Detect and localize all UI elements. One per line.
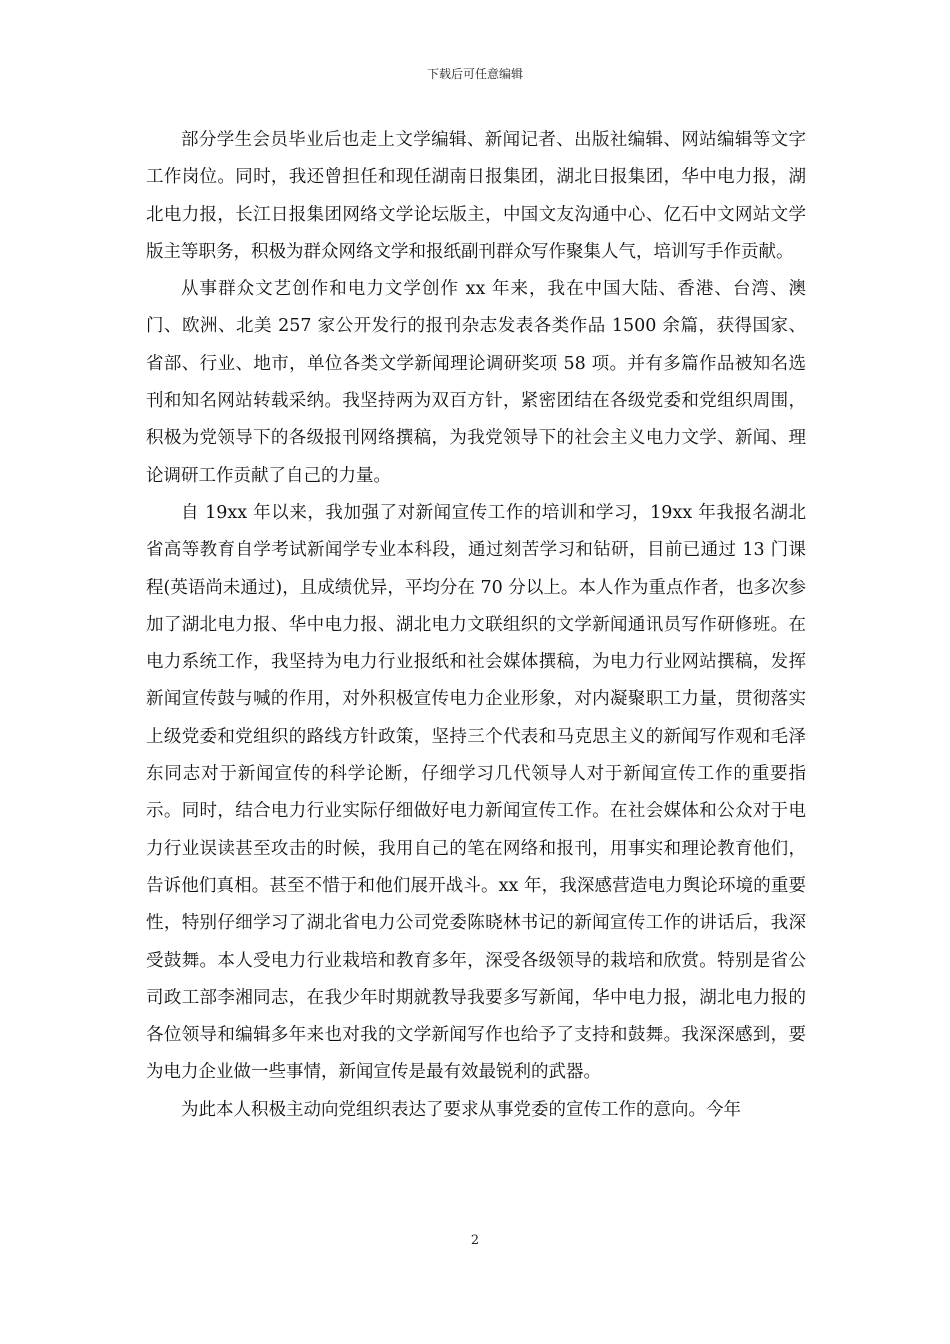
paragraph-1: 部分学生会员毕业后也走上文学编辑、新闻记者、出版社编辑、网站编辑等文字工作岗位。同时，我还曾担任和现任湖南日报集团，湖北日报集团，华中电力报，湖北电力报，长江日报集团网络文学论坛版主，中国文友沟通中心、亿石中文网站文学版主等职务，积极为群众网络文学和报纸副刊群众写作聚集人气，培训写手作贡献。 xyxy=(146,130,806,262)
paragraph-2: 从事群众文艺创作和电力文学创作 xx 年来，我在中国大陆、香港、台湾、澳门、欧洲、北美 257 家公开发行的报刊杂志发表各类作品 1500 余篇，获得国家、省部、行业、地市，单位各类文学新闻理论调研奖项 58 项。并有多篇作品被知名选刊和知名网站转载采纳。我坚持两为双百方针，紧密团结在各级党委和党组织周围，积极为党领导下的各级报刊网络撰稿，为我党领导下的社会主义电力文学、新闻、理论调研工作贡献了自己的力量。 xyxy=(146,279,806,486)
paragraph-3: 自 19xx 年以来，我加强了对新闻宣传工作的培训和学习，19xx 年我报名湖北省高等教育自学考试新闻学专业本科段，通过刻苦学习和钻研，目前已通过 13 门课程(英语尚未通过)，且成绩优异，平均分在 70 分以上。本人作为重点作者，也多次参加了湖北电力报、华中电力报、湖北电力文联组织的文学新闻通讯员写作研修班。在电力系统工作，我坚持为电力行业报纸和社会媒体撰稿，为电力行业网站撰稿，发挥新闻宣传鼓与喊的作用，对外积极宣传电力企业形象，对内凝聚职工力量，贯彻落实上级党委和党组织的路线方针政策，坚持三个代表和马克思主义的新闻写作观和毛泽东同志对于新闻宣传的科学论断，仔细学习几代领导人对于新闻宣传工作的重要指示。同时，结合电力行业实际仔细做好电力新闻宣传工作。在社会媒体和公众对于电力行业误读甚至攻击的时候，我用自己的笔在网络和报刊，用事实和理论教育他们，告诉他们真相。甚至不惜于和他们展开战斗。xx 年，我深感营造电力舆论环境的重要性，特别仔细学习了湖北省电力公司党委陈晓林书记的新闻宣传工作的讲话后，我深受鼓舞。本人受电力行业栽培和教育多年，深受各级领导的栽培和欣赏。特别是省公司政工部李湘同志，在我少年时期就教导我要多写新闻，华中电力报，湖北电力报的各位领导和编辑多年来也对我的文学新闻写作也给予了支持和鼓舞。我深深感到，要为电力企业做一些事情，新闻宣传是最有效最锐利的武器。 xyxy=(146,502,806,1083)
paragraph-4: 为此本人积极主动向党组织表达了要求从事党委的宣传工作的意向。今年 xyxy=(181,1099,741,1120)
document-body xyxy=(146,122,806,1129)
page-number: 2 xyxy=(470,1233,480,1248)
page-header-note: 下载后可任意编辑 xyxy=(426,67,523,81)
